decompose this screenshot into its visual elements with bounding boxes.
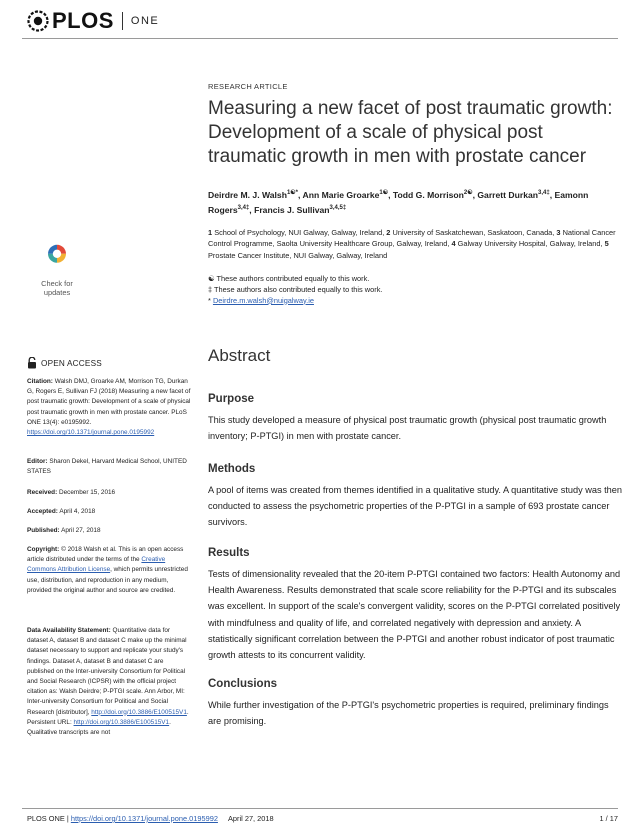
article-title: Measuring a new facet of post traumatic growth: Development of a scale of physical post traumatic growth in men with prostate cancer <box>208 98 613 167</box>
data-doi-link[interactable]: http://doi.org/10.3886/E100515V1 <box>91 708 187 716</box>
accepted-date: April 4, 2018 <box>57 508 96 515</box>
author-name[interactable]: Garrett Durkan <box>477 189 539 200</box>
affiliation-text: National Cancer Control Programme, Saolta University Healthcare Group, Galway, Ireland, <box>208 227 616 249</box>
conclusions-body: While further investigation of the P-PTGI's psychometric properties is required, preliminary findings are promising. <box>208 700 609 727</box>
accepted-label: Accepted: <box>27 508 58 515</box>
received-label: Received: <box>27 489 58 496</box>
license-link[interactable]: Creative Commons Attribution License <box>27 556 166 574</box>
author-name[interactable]: Deirdre M. J. Walsh <box>208 189 287 200</box>
persistent-url-label: . Persistent URL: <box>27 708 189 726</box>
citation-block <box>27 377 192 438</box>
open-access-badge <box>27 357 102 369</box>
author-affiliation-marker: 3,4‡ <box>538 190 550 196</box>
check-for-updates-icon[interactable] <box>29 243 85 279</box>
author-separator: , <box>249 204 255 215</box>
data-availability-text: Quantitative data for dataset A, dataset B and dataset C make up the minimal dataset necessary to support and replicate your study's findings. Dataset A, dataset B and dataset C are published on the Inter-university Consortium for Political and Social Research (ICPSR) with the official project citation as: Walsh Deirdre; P-PTGI scale. Ann Arbor, MI: Inter-university Consortium for Political and Social Research [distributor], <box>27 627 187 716</box>
author-separator: , <box>388 189 393 200</box>
author-separator: , <box>472 189 478 200</box>
editor-block <box>27 457 192 477</box>
footer-journal: PLOS ONE <box>27 814 65 823</box>
affiliation-number: 2 <box>386 227 391 237</box>
article-header <box>208 82 624 306</box>
corresponding-mark: * <box>208 295 213 305</box>
author-name[interactable]: Francis J. Sullivan <box>254 204 330 215</box>
received-block <box>27 488 192 498</box>
affiliations <box>208 227 624 262</box>
accepted-block <box>27 507 192 517</box>
data-availability-label: Data Availability Statement: <box>27 627 111 634</box>
corresponding-author <box>208 295 624 306</box>
footer-citation <box>27 814 274 823</box>
published-label: Published: <box>27 527 60 534</box>
footer-separator: | <box>64 814 71 823</box>
open-access-label: OPEN ACCESS <box>41 358 102 368</box>
purpose-title: Purpose <box>208 393 255 405</box>
author-name[interactable]: Ann Marie Groarke <box>302 189 380 200</box>
data-availability-block <box>27 626 192 738</box>
author-affiliation-marker: 3,4‡ <box>237 204 250 211</box>
published-block <box>27 526 192 536</box>
journal-name: ONE <box>130 15 160 27</box>
affiliation-text: School of Psychology, NUI Galway, Galway, Ireland, <box>214 227 387 237</box>
also-contribution-note: ‡ These authors also contributed equally to this work. <box>208 284 383 294</box>
author-affiliation-marker: 2☯ <box>463 190 473 196</box>
copyright-block <box>27 545 192 596</box>
affiliation-text: Galway University Hospital, Galway, Ireland, <box>457 239 605 249</box>
affiliation-text: University of Saskatchewan, Saskatoon, Canada, <box>392 227 557 237</box>
received-date: December 15, 2016 <box>57 489 116 496</box>
copyright-text-end: , which permits unrestricted use, distribution, and reproduction in any medium, provided the original author and source are credited. <box>27 566 188 594</box>
purpose-section <box>208 393 624 444</box>
conclusions-title: Conclusions <box>208 678 278 690</box>
affiliation-number: 3 <box>556 227 561 237</box>
author-separator: , <box>549 189 555 200</box>
corresponding-email-link[interactable]: Deirdre.m.walsh@nuigalway.ie <box>212 295 314 305</box>
logo-divider <box>122 12 123 30</box>
citation-doi-link[interactable]: https://doi.org/10.1371/journal.pone.0195992 <box>27 429 155 437</box>
footer-rule <box>22 808 618 809</box>
author-affiliation-marker: 3,4,5‡ <box>329 204 347 211</box>
methods-section <box>208 463 624 531</box>
methods-body: A pool of items was created from themes identified in a qualitative study. A quantitative study was then conducted to assess the psychometric properties of the P-PTGI in a sample of 693 prostate cancer survivors. <box>208 485 623 528</box>
citation-text: Walsh DMJ, Groarke AM, Morrison TG, Durkan G, Rogers E, Sullivan FJ (2018) Measuring a new facet of post traumatic growth: Development of a scale of physical post traumatic growth in men with prostate cancer. PLoS ONE 13(4): e0195992. <box>27 378 191 426</box>
footer-date: April 27, 2018 <box>228 814 274 823</box>
conclusions-section <box>208 678 624 729</box>
persistent-url-link[interactable]: http://doi.org/10.3886/E100515V1 <box>73 718 170 726</box>
author-list <box>208 187 624 217</box>
page-number: 1 / 17 <box>599 814 618 823</box>
header-rule <box>22 38 618 39</box>
equal-contribution-note: ☯ These authors contributed equally to this work. <box>208 273 370 283</box>
purpose-body: This study developed a measure of physical post traumatic growth (physical post traumatic growth inventory; P-PTGI) in men with prostate cancer. <box>208 415 607 442</box>
affiliation-number: 1 <box>208 227 213 237</box>
article-type: RESEARCH ARTICLE <box>208 82 288 91</box>
brand-name: PLOS <box>52 8 114 33</box>
check-for-updates-label[interactable]: Check for updates <box>41 279 73 297</box>
data-availability-text-end: . Qualitative transcripts are not <box>27 718 171 737</box>
footer-doi-link[interactable]: https://doi.org/10.1371/journal.pone.0195992 <box>70 814 218 823</box>
methods-title: Methods <box>208 463 256 475</box>
affiliation-number: 4 <box>451 239 456 249</box>
open-lock-icon <box>27 357 37 369</box>
author-affiliation-marker: 1☯* <box>286 190 299 196</box>
affiliation-text: Prostate Cancer Institute, NUI Galway, Galway, Ireland <box>208 250 388 260</box>
copyright-label: Copyright: <box>27 546 60 553</box>
results-title: Results <box>208 547 250 559</box>
plos-logo[interactable] <box>27 8 159 34</box>
published-date: April 27, 2018 <box>59 527 101 534</box>
abstract-heading: Abstract <box>208 346 271 365</box>
author-notes <box>208 273 624 306</box>
copyright-text: © 2018 Walsh et al. This is an open access article distributed under the terms of the <box>27 546 184 564</box>
author-name[interactable]: Todd G. Morrison <box>392 189 464 200</box>
citation-label: Citation: <box>27 378 53 385</box>
results-section <box>208 547 624 663</box>
author-name[interactable]: Eamonn Rogers <box>208 189 589 215</box>
affiliation-number: 5 <box>604 239 609 249</box>
author-affiliation-marker: 1☯ <box>379 190 389 196</box>
author-separator: , <box>298 189 303 200</box>
editor-text: Sharon Dekel, Harvard Medical School, UNITED STATES <box>27 458 187 476</box>
editor-label: Editor: <box>27 458 48 465</box>
results-body: Tests of dimensionality revealed that the 20-item P-PTGI contained two factors: Health Autonomy and Health Awareness. Results demonstrated that scale score reliability for the P-PTGI and its subscales was excellent. In support of the scale's convergent validity, scores on the P-PTGI correlated positively with mindfulness and quality of life, and correlated negatively with depression and anxiety. A statistically significant correlation between the P-PTGI and another robust indicator of post traumatic growth attests to its concurrent validity. <box>208 569 621 661</box>
plos-logo-icon <box>27 10 49 32</box>
